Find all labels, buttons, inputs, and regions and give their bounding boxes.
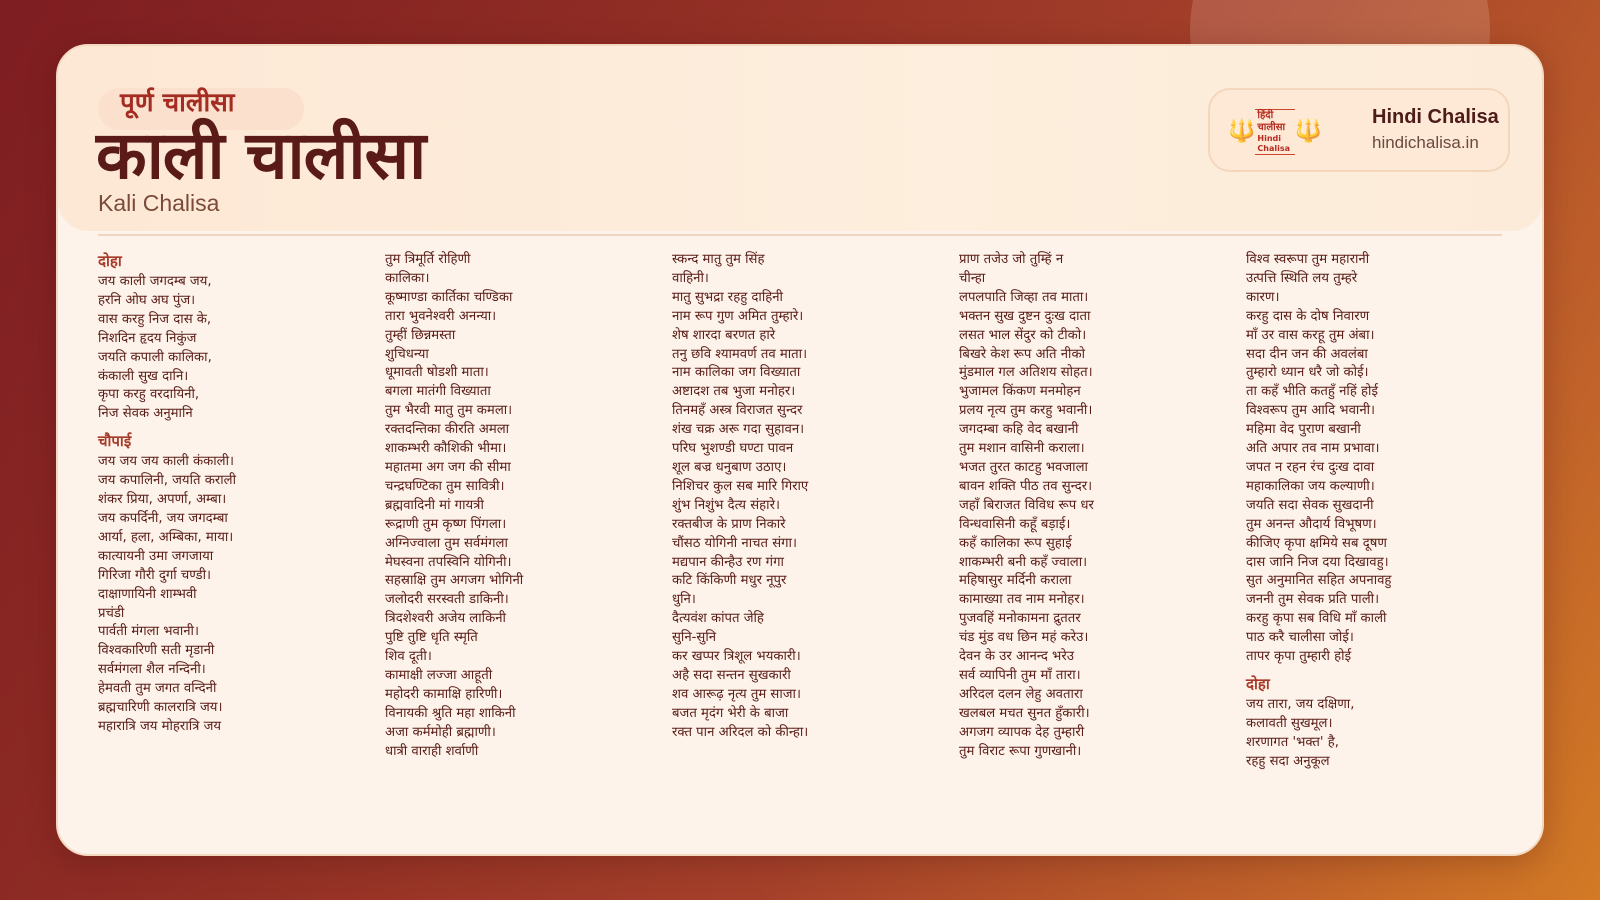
- verse-line: सहस्राक्षि तुम अगजग भोगिनी: [385, 573, 524, 589]
- badge-label: पूर्ण चालीसा: [120, 88, 235, 118]
- verse-line: विन्धवासिनी कहूँ बड़ाई।: [959, 516, 1071, 532]
- verse-line: मुंडमाल गल अतिशय सोहत।: [959, 365, 1093, 381]
- verse-line: करहु कृपा सब विधि माँ काली: [1246, 611, 1387, 627]
- verse-line: नाम रूप गुण अमित तुम्हारे।: [672, 308, 804, 324]
- verse-line: परिघ भुशण्डी घण्टा पावन: [672, 441, 794, 457]
- verse-line: तुम भैरवी मातु तुम कमला।: [385, 403, 513, 419]
- verse-columns: [98, 251, 1518, 772]
- verse-line: रक्तदन्तिका कीरति अमला: [385, 422, 510, 438]
- verse-line: कर खप्पर त्रिशूल भयकारी।: [672, 649, 801, 665]
- verse-line: ता कहँ भीति कतहुँ नहिं होई: [1246, 384, 1378, 400]
- verse-column-5: [1246, 251, 1533, 772]
- verse-line: शूल बज्र धनुबाण उठाए।: [672, 459, 787, 475]
- verse-line: जहाँ बिराजत विविध रूप धर: [959, 497, 1094, 513]
- verse-line: निज सेवक अनुमानि: [98, 406, 193, 422]
- header-divider: [98, 234, 1502, 236]
- verse-line: तुम विराट रूपा गुणखानी।: [959, 743, 1082, 759]
- verse-line: शाकम्भरी कौशिकी भीमा।: [385, 441, 507, 457]
- verse-line: सदा दीन जन की अवलंबा: [1246, 346, 1368, 362]
- verse-line: अजा कर्ममोही ब्रह्माणी।: [385, 724, 496, 740]
- verse-line: शुंभ निशुंभ दैत्य संहारे।: [672, 497, 780, 513]
- verse-line: कामाख्या तव नाम मनोहर।: [959, 592, 1085, 608]
- verse-line: मातु सुभद्रा रहहु दाहिनी: [672, 289, 783, 305]
- verse-line: रहहु सदा अनुकूल: [1246, 753, 1330, 769]
- chalisa-card: [56, 44, 1544, 856]
- verse-line: अग्निज्वाला तुम सर्वमंगला: [385, 535, 508, 551]
- verse-line: निशदिन हृदय निकुंज: [98, 330, 197, 346]
- verse-line: हरनि ओघ अघ पुंज।: [98, 292, 196, 308]
- verse-line: गिरिजा गौरी दुर्गा चण्डी।: [98, 567, 212, 583]
- verse-line: तारा भुवनेश्वरी अनन्या।: [385, 308, 497, 324]
- verse-line: रक्त पान अरिदल को कीन्हा।: [672, 724, 809, 740]
- verse-line: करहु दास के दोष निवारण: [1246, 308, 1370, 324]
- verse-column-2: [385, 251, 672, 772]
- verse-line: शंकर प्रिया, अपर्णा, अम्बा।: [98, 492, 227, 508]
- verse-line: चंड मुंड वध छिन महं करेउ।: [959, 630, 1089, 646]
- verse-line: माँ उर वास करहू तुम अंबा।: [1246, 327, 1375, 343]
- verse-line: जयति सदा सेवक सुखदानी: [1246, 497, 1374, 513]
- verse-line: जलोदरी सरस्वती डाकिनी।: [385, 592, 509, 608]
- verse-line: नाम कालिका जग विख्याता: [672, 365, 801, 381]
- verse-line: शुचिधन्या: [385, 346, 429, 362]
- verse-line: पार्वती मंगला भवानी।: [98, 624, 199, 640]
- verse-line: बगला मातंगी विख्याता: [385, 384, 491, 400]
- verse-line: जय तारा, जय दक्षिणा,: [1246, 696, 1355, 712]
- verse-line: पुजवहिं मनोकामना द्रुततर: [959, 611, 1081, 627]
- verse-line: कहँ कालिका रूप सुहाई: [959, 535, 1072, 551]
- verse-line: लपलपाति जिव्हा तव माता।: [959, 289, 1089, 305]
- verse-line: तुम्हीं छिन्नमस्ता: [385, 327, 456, 343]
- verse-line: ब्रह्मचारिणी कालरात्रि जय।: [98, 700, 223, 716]
- section-heading: दोहा: [98, 252, 122, 270]
- verse-line: महातमा अग जग की सीमा: [385, 459, 511, 475]
- verse-line: कंकाली सुख दानि।: [98, 368, 189, 384]
- verse-line: जयति कपाली कालिका,: [98, 349, 212, 365]
- trident-icon: 🔱: [1294, 119, 1322, 144]
- verse-line: चन्द्रघण्टिका तुम सावित्री।: [385, 478, 505, 494]
- verse-line: ब्रह्मवादिनी मां गायत्री: [385, 497, 484, 513]
- verse-line: सुनि-सुनि: [672, 630, 717, 646]
- verse-line: भजत तुरत काटहु भवजाला: [959, 459, 1088, 475]
- verse-line: पुष्टि तुष्टि धृति स्मृति: [385, 630, 478, 646]
- verse-line: कटि किंकिणी मधुर नूपुर: [672, 573, 787, 589]
- verse-line: सर्वमंगला शैल नन्दिनी।: [98, 662, 206, 678]
- verse-line: धुनि।: [672, 592, 696, 608]
- verse-line: तुम त्रिमूर्ति रोहिणी: [385, 252, 471, 267]
- verse-line: कालिका।: [385, 270, 430, 286]
- verse-line: अति अपार तव नाम प्रभावा।: [1246, 441, 1380, 457]
- verse-line: चीन्हा: [959, 270, 986, 286]
- verse-line: वाहिनी।: [672, 270, 709, 286]
- verse-line: पाठ करै चालीसा जोई।: [1246, 630, 1354, 646]
- verse-line: दैत्यवंश कांपत जेहि: [672, 611, 764, 627]
- verse-line: विश्वरूप तुम आदि भवानी।: [1246, 403, 1376, 419]
- verse-line: शंख चक्र अरू गदा सुहावन।: [672, 422, 805, 438]
- trident-icon: 🔱: [1228, 119, 1256, 144]
- verse-line: मेघस्वना तपस्विनि योगिनी।: [385, 554, 512, 570]
- verse-line: भक्तन सुख दुष्टन दुःख दाता: [959, 308, 1091, 324]
- logo-text-hindi: हिंदी चालीसा: [1257, 110, 1286, 133]
- verse-line: बिखरे केश रूप अति नीको: [959, 346, 1086, 362]
- verse-line: कात्यायनी उमा जगजाया: [98, 548, 214, 564]
- verse-line: कीजिए कृपा क्षमिये सब दूषण: [1246, 535, 1387, 551]
- verse-column-4: [959, 251, 1246, 772]
- verse-line: जय काली जगदम्ब जय,: [98, 274, 212, 289]
- verse-line: महिमा वेद पुराण बखानी: [1246, 422, 1361, 438]
- verse-line: लसत भाल सेंदुर को टीको।: [959, 327, 1087, 343]
- verse-line: कृपा करहु वरदायिनी,: [98, 387, 200, 403]
- verse-line: जय जय जय काली कंकाली।: [98, 454, 234, 470]
- verse-line: भुजामल किंकण मनमोहन: [959, 384, 1081, 400]
- verse-line: शिव दूती।: [385, 649, 432, 665]
- verse-line: जय कपालिनी, जयति कराली: [98, 473, 236, 489]
- header: [58, 46, 1542, 231]
- verse-line: कलावती सुखमूल।: [1246, 715, 1333, 731]
- verse-line: खलबल मचत सुनत हुँकारी।: [959, 705, 1090, 721]
- verse-line: महारात्रि जय मोहरात्रि जय: [98, 718, 222, 734]
- verse-line: शव आरूढ़ नृत्य तुम साजा।: [672, 686, 801, 702]
- verse-line: महिषासुर मर्दिनी कराला: [959, 573, 1072, 589]
- page-subtitle: Kali Chalisa: [98, 190, 220, 216]
- verse-line: शरणागत 'भक्त' है,: [1246, 734, 1339, 750]
- verse-line: अगजग व्यापक देह तुम्हारी: [959, 724, 1085, 740]
- verse-line: त्रिदशेश्वरी अजेय लाकिनी: [385, 611, 506, 627]
- verse-column-3: [672, 251, 959, 772]
- brand-url[interactable]: hindichalisa.in: [1372, 133, 1479, 152]
- verse-line: धूमावती षोडशी माता।: [385, 365, 489, 381]
- verse-line: प्रलय नृत्य तुम करहु भवानी।: [959, 403, 1093, 419]
- verse-line: सुत अनुमानित सहित अपनावहु: [1246, 573, 1392, 589]
- verse-line: आर्या, हला, अम्बिका, माया।: [98, 529, 234, 545]
- verse-line: विश्व स्वरूपा तुम महारानी: [1246, 252, 1370, 267]
- verse-line: महाकालिका जय कल्याणी।: [1246, 478, 1375, 494]
- verse-line: विनायकी श्रुति महा शाकिनी: [385, 705, 516, 721]
- verse-column-1: [98, 251, 385, 772]
- brand-name: Hindi Chalisa: [1372, 106, 1499, 128]
- verse-line: हेमवती तुम जगत वन्दिनी: [98, 681, 217, 697]
- verse-line: बावन शक्ति पीठ तव सुन्दर।: [959, 478, 1093, 494]
- verse-line: तापर कृपा तुम्हारी होई: [1246, 649, 1352, 665]
- verse-line: जपत न रहन रंच दुःख दावा: [1246, 459, 1375, 475]
- verse-line: उत्पत्ति स्थिति लय तुम्हरे: [1246, 270, 1358, 286]
- verse-line: रक्तबीज के प्राण निकारे: [672, 516, 786, 532]
- section-heading: चौपाई: [98, 432, 132, 451]
- verse-line: जगदम्बा कहि वेद बखानी: [959, 422, 1079, 438]
- verse-line: अरिदल दलन लेहु अवतारा: [959, 686, 1083, 702]
- verse-line: वास करहु निज दास के,: [98, 311, 212, 327]
- brand-box[interactable]: [1208, 88, 1510, 172]
- verse-line: दास जानि निज दया दिखावहु।: [1246, 554, 1389, 570]
- verse-line: देवन के उर आनन्द भरेउ: [959, 649, 1074, 665]
- verse-line: धात्री वाराही शर्वाणी: [385, 743, 479, 759]
- verse-line: तुम मशान वासिनी कराला।: [959, 441, 1085, 457]
- page-title: काली चालीसा: [96, 117, 426, 194]
- verse-line: तनु छवि श्यामवर्ण तव माता।: [672, 346, 808, 362]
- verse-line: मद्यपान कीन्हैउ रण गंगा: [672, 554, 784, 570]
- verse-line: कारण।: [1246, 289, 1280, 305]
- verse-line: शेष शारदा बरणत हारे: [672, 327, 776, 343]
- verse-line: स्कन्द मातु तुम सिंह: [672, 252, 765, 267]
- verse-line: प्रचंडी: [98, 605, 125, 621]
- verse-line: कामाक्षी लज्जा आहूती: [385, 667, 493, 683]
- verse-line: बजत मृदंग भेरी के बाजा: [672, 705, 789, 721]
- verse-line: तुम्हारो ध्यान धरै जो कोई।: [1246, 365, 1369, 381]
- verse-line: शाकम्भरी बनी कहँ ज्वाला।: [959, 554, 1088, 570]
- verse-line: तिनमहँ अस्त्र विराजत सुन्दर: [672, 403, 803, 419]
- verse-line: अष्टादश तब भुजा मनोहर।: [672, 384, 796, 400]
- verse-line: प्राण तजेउ जो तुम्हिं न: [959, 252, 1064, 267]
- verse-line: चौंसठ योगिनी नाचत संगा।: [672, 535, 797, 551]
- verse-line: तुम अनन्त औदार्य विभूषण।: [1246, 516, 1377, 532]
- verse-line: निशिचर कुल सब मारि गिराए: [672, 478, 809, 494]
- verse-line: महोदरी कामाक्षि हारिणी।: [385, 686, 503, 702]
- verse-line: अहै सदा सन्तन सुखकारी: [672, 667, 791, 683]
- verse-line: विश्वकारिणी सती मृडानी: [98, 643, 215, 659]
- brand-logo: [1228, 110, 1322, 153]
- verse-line: जननी तुम सेवक प्रति पाली।: [1246, 592, 1380, 608]
- verse-line: कूष्माण्डा कार्तिका चण्डिका: [385, 289, 513, 305]
- section-heading: दोहा: [1246, 674, 1270, 693]
- verse-line: दाक्षाणायिनी शाम्भवी: [98, 586, 197, 602]
- verse-line: सर्व व्यापिनी तुम माँ तारा।: [959, 667, 1081, 683]
- logo-text: [1255, 109, 1294, 155]
- logo-text-english: Hindi Chalisa: [1257, 134, 1291, 153]
- verse-line: रूद्राणी तुम कृष्ण पिंगला।: [385, 516, 507, 532]
- verse-line: जय कपर्दिनी, जय जगदम्बा: [98, 510, 228, 526]
